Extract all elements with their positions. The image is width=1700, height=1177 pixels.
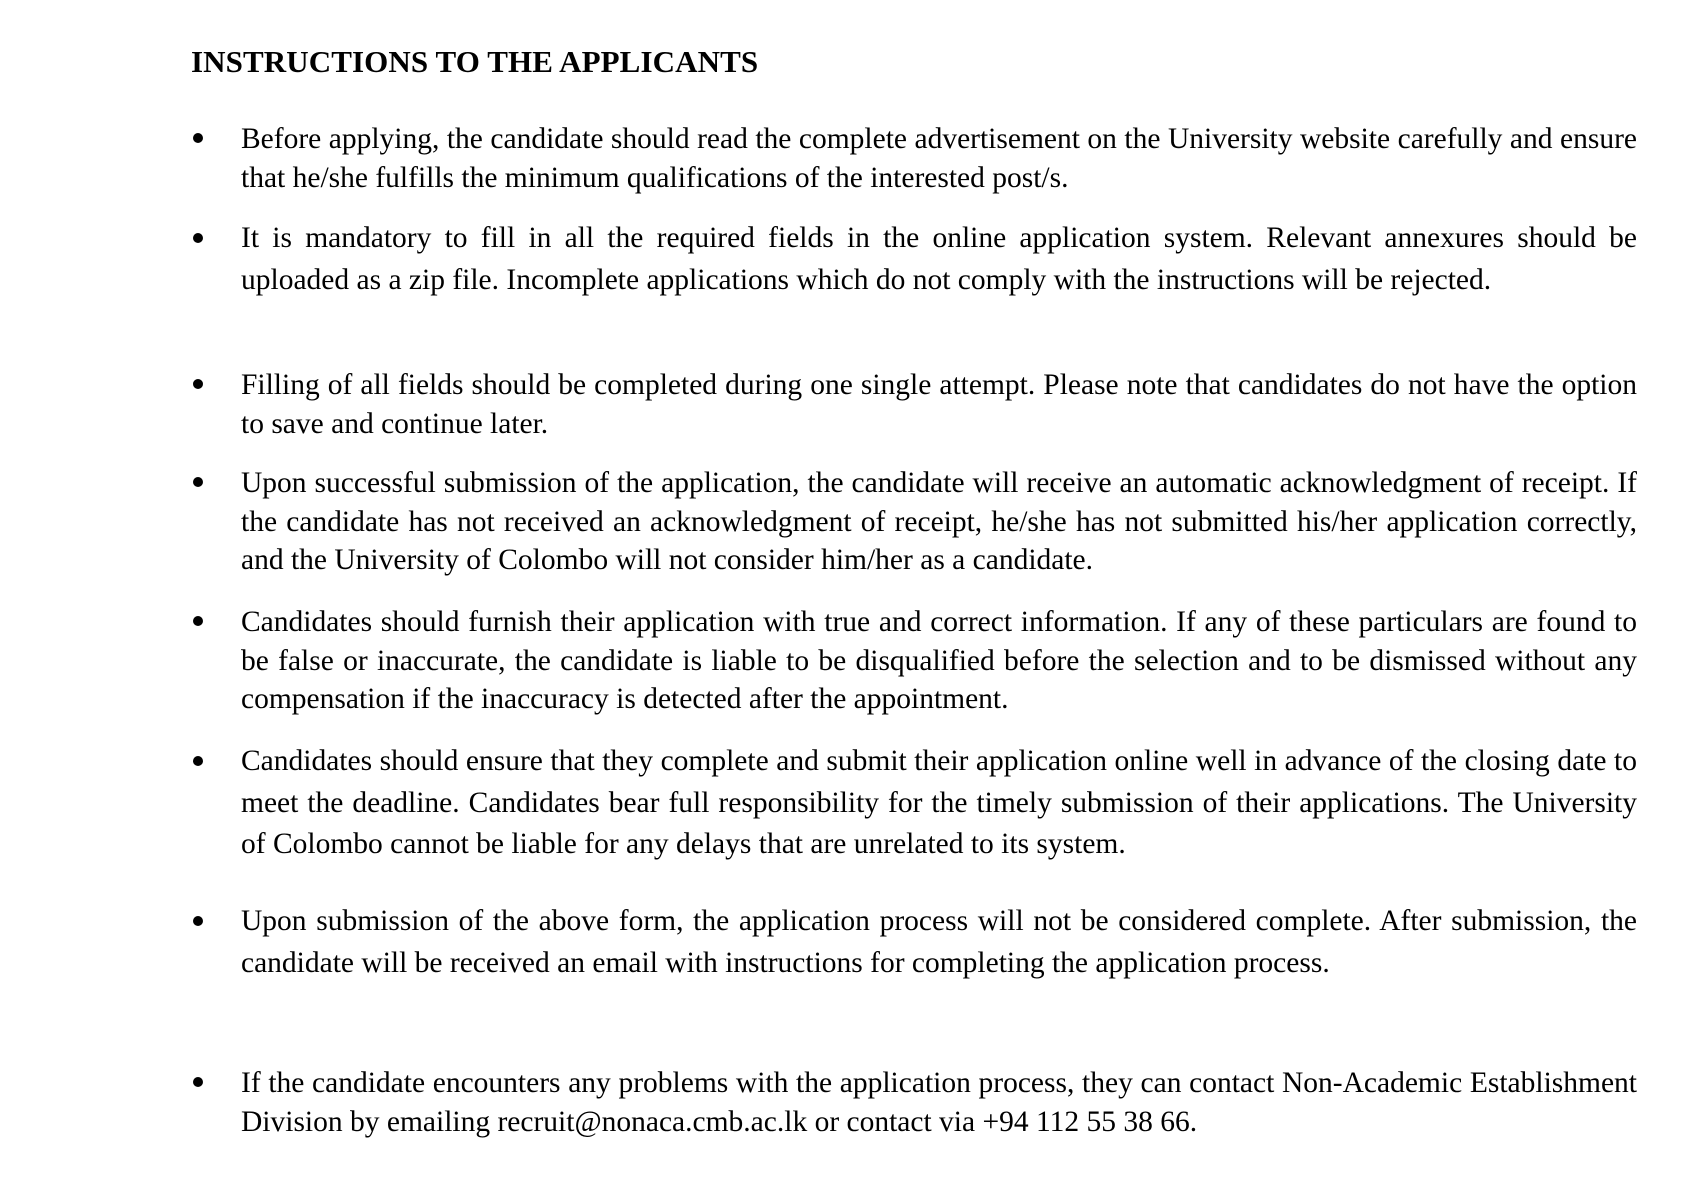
bullet-icon	[191, 901, 241, 984]
instructions-page	[191, 38, 1637, 1138]
instruction-text: Candidates should ensure that they complete and submit their application online well in advance of the closing date to meet the deadline. Candidates bear full responsibility for the timely submission of their applications. The University of Colombo cannot be liable for any delays that are unrelated to its system.	[241, 745, 1637, 860]
instruction-text: It is mandatory to fill in all the required fields in the online application system. Relevant annexures should be uploaded as a zip file. Incomplete applications which do not comply with the instructions will be rejected.	[241, 222, 1637, 296]
bullet-icon	[191, 366, 241, 443]
list-item	[191, 120, 1637, 197]
bullet-icon	[191, 741, 241, 866]
list-item	[191, 1064, 1637, 1141]
instruction-text: Before applying, the candidate should read the complete advertisement on the University website carefully and ensure that he/she fulfills the minimum qualifications of the interested post/s.	[241, 123, 1637, 194]
bullet-icon	[191, 120, 241, 197]
bullet-icon	[191, 218, 241, 301]
instruction-text: Candidates should furnish their application with true and correct information. If any of these particulars are found to be false or inaccurate, the candidate is liable to be disqualified before the selection and to be dismissed without any compensation if the inaccuracy is detected after the appointment.	[241, 606, 1637, 715]
list-item	[191, 218, 1637, 301]
page-title: INSTRUCTIONS TO THE APPLICANTS	[191, 44, 759, 79]
list-item	[191, 464, 1637, 580]
instruction-text: Upon submission of the above form, the application process will not be considered complete. After submission, the candidate will be received an email with instructions for completing the application process.	[241, 905, 1637, 979]
bullet-icon	[191, 1064, 241, 1141]
list-item	[191, 603, 1637, 719]
list-item	[191, 741, 1637, 866]
list-item	[191, 366, 1637, 443]
bullet-icon	[191, 603, 241, 719]
instruction-text: Filling of all fields should be completed during one single attempt. Please note that candidates do not have the option to save and continue later.	[241, 369, 1637, 440]
instruction-text: If the candidate encounters any problems with the application process, they can contact Non-Academic Establishment Division by emailing recruit@nonaca.cmb.ac.lk or contact via +94 112 55 38 66.	[241, 1067, 1637, 1138]
instruction-text: Upon successful submission of the application, the candidate will receive an automatic acknowledgment of receipt. If the candidate has not received an acknowledgment of receipt, he/she has not submitted his/her application correctly, and the University of Colombo will not consider him/her as a candidate.	[241, 467, 1637, 576]
list-item	[191, 901, 1637, 984]
bullet-icon	[191, 464, 241, 580]
